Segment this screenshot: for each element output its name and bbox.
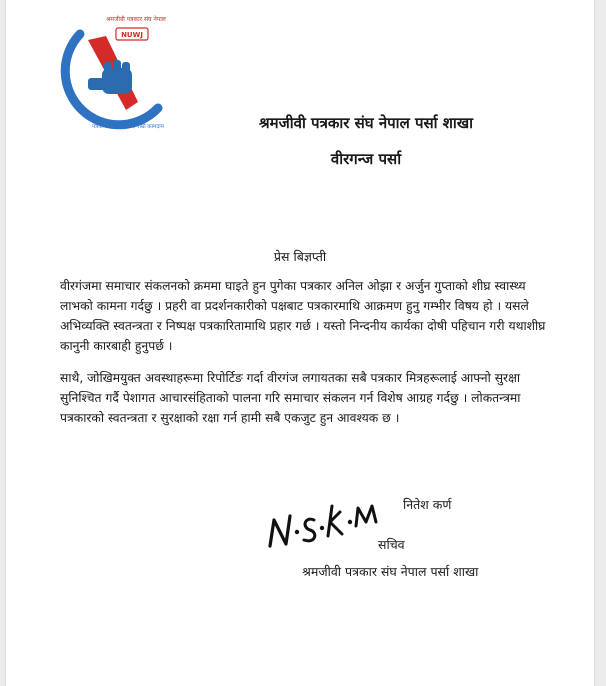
paragraph-1: वीरगंजमा समाचार संकलनको क्रममा घाइते हुन पुगेका पत्रकार अनिल ओझा र अर्जुन गुप्ताको शीघ्र स्वास्थ्य लाभको कामना गर्दछु । प्रहरी वा प्रदर्शनकारीको पक्षबाट पत्रकारमाथि आक्रमण हुनु गम्भीर विषय हो । यसले अभिव्यक्ति स्वतन्त्रता र निष्पक्ष पत्रकारितामाथि प्रहार गर्छ । यस्तो निन्दनीय कार्यका दोषी पहिचान गरी यथाशीघ्र कानुनी कारबाही हुनुपर्छ ।: [60, 279, 546, 353]
signatory-role: सचिव: [378, 537, 405, 552]
letterhead: [196, 112, 536, 170]
logo-badge-text: NUWJ: [121, 31, 143, 39]
logo-emblem-icon: [58, 6, 178, 132]
logo-arc-top-text: श्रमजीवी पत्रकार संघ नेपाल: [106, 16, 166, 23]
letter-body: [60, 276, 560, 440]
logo-fist: [88, 60, 132, 94]
handwritten-signature: [264, 486, 392, 560]
place-heading: वीरगन्ज पर्सा: [330, 150, 402, 168]
paragraph-2: साथै, जोखिमयुक्त अवस्थाहरूमा रिपोर्टिङ गर्दा वीरगंज लगायतका सबै पत्रकार मित्रहरूलाई आफ्नो सुरक्षा सुनिश्चित गर्दै पेशागत आचारसंहिताको पालना गरि समाचार संकलन गर्न विशेष आग्रह गर्दछु । लोकतन्त्रमा पत्रकारको स्वतन्त्रता र सुरक्षाको रक्षा गर्न हामी सबै एकजुट हुन आवश्यक छ ।: [60, 371, 521, 425]
signatory-name: नितेश कर्ण: [403, 497, 452, 512]
org-heading: श्रमजीवी पत्रकार संघ नेपाल पर्सा शाखा: [259, 114, 473, 132]
logo-arc-bottom-text: पत्रकार उचित सम्मान, राम्रो कामदाम: [92, 124, 164, 130]
press-release-title: प्रेस बिज्ञप्ती: [273, 249, 327, 264]
signatory-org: श्रमजीवी पत्रकार संघ नेपाल पर्सा शाखा: [302, 564, 479, 579]
letter-page: [6, 0, 594, 686]
nuwj-logo: [58, 6, 178, 132]
